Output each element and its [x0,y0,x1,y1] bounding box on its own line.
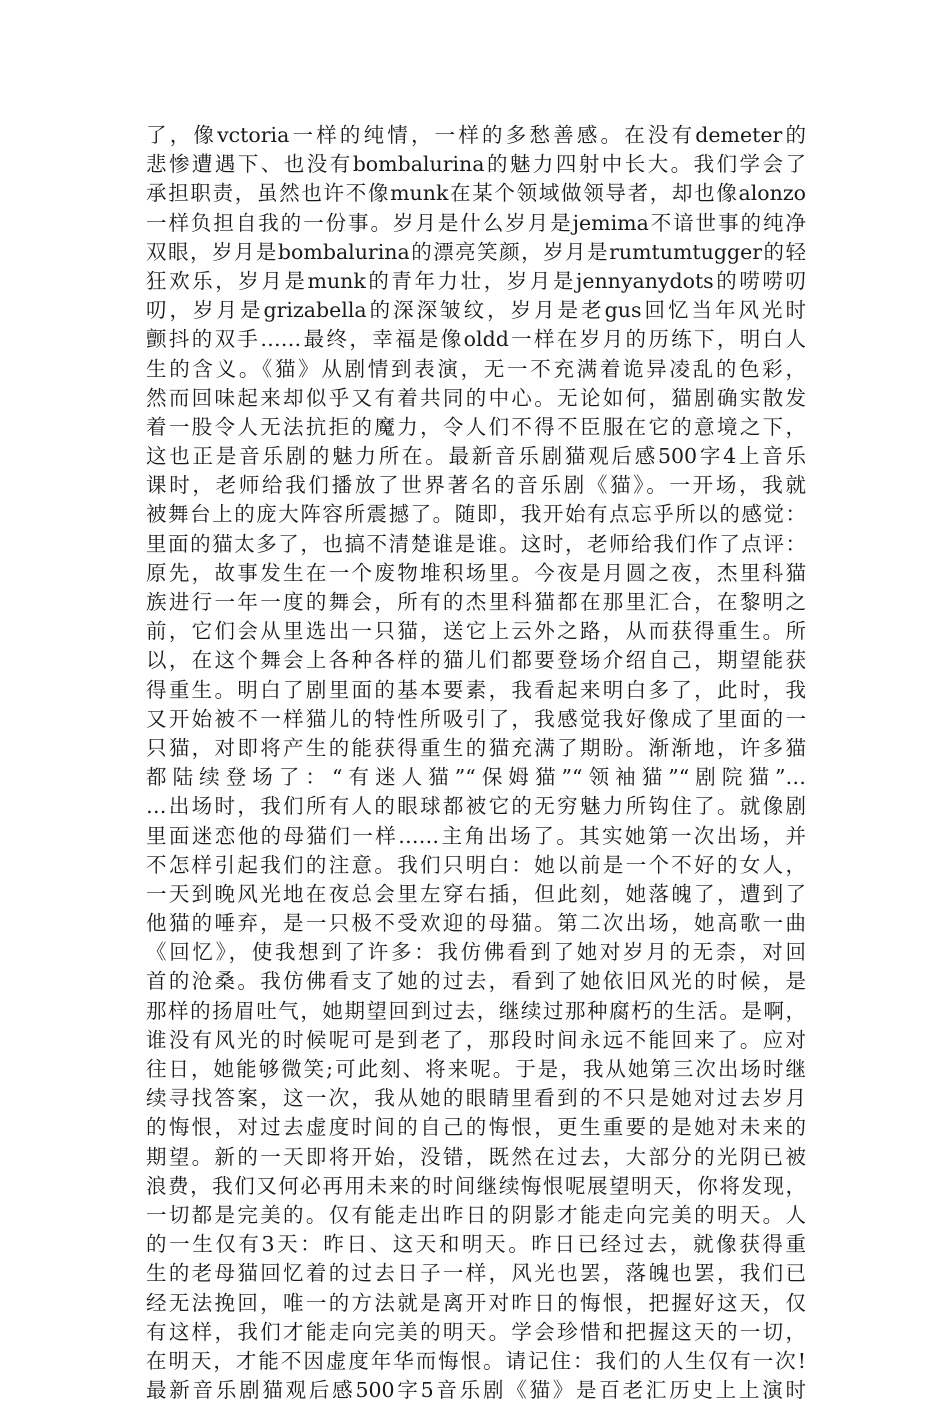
text-line: 谁没有风光的时候呢可是到老了，那段时间永远不能回来了。应对 [146,1027,806,1052]
text-line: 首的沧桑。我仿佛看支了她的过去，看到了她依旧风光的时候，是 [146,969,806,994]
text-line: 生的老母猫回忆着的过去日子一样，风光也罢，落魄也罢，我们已 [146,1261,806,1286]
text-line: 原先，故事发生在一个废物堆积场里。今夜是月圆之夜，杰里科猫 [146,560,806,585]
text-line: …出场时，我们所有人的眼球都被它的无穷魅力所钩住了。就像剧 [146,794,806,819]
text-line: 以，在这个舞会上各种各样的猫儿们都要登场介绍自己，期望能获 [146,648,806,673]
text-line: 课时，老师给我们播放了世界著名的音乐剧《猫》。一开场，我就 [146,473,806,498]
text-line: 然而回味起来却似乎又有着共同的中心。无论如何，猫剧确实散发 [146,385,806,410]
text-line: 那样的扬眉吐气，她期望回到过去，继续过那种腐朽的生活。是啊， [146,998,806,1023]
text-line: 一切都是完美的。仅有能走出昨日的阴影才能走向完美的明天。人 [146,1202,806,1227]
text-line: 一样负担自我的一份事。岁月是什么岁月是jemima不谙世事的纯净 [146,210,806,235]
text-line: 狂欢乐，岁月是munk的青年力壮，岁月是jennyanydots的唠唠叨 [146,268,806,293]
text-line: 得重生。明白了剧里面的基本要素，我看起来明白多了，此时，我 [146,677,806,702]
text-line: 只猫，对即将产生的能获得重生的猫充满了期盼。渐渐地，许多猫 [146,735,806,760]
text-line: 承担职责，虽然也许不像munk在某个领域做领导者，却也像alonzo [146,181,806,206]
text-line: 又开始被不一样猫儿的特性所吸引了，我感觉我好像成了里面的一 [146,706,806,731]
text-line: 悲惨遭遇下、也没有bombalurina的魅力四射中长大。我们学会了 [146,152,806,177]
text-line: 有这样，我们才能走向完美的明天。学会珍惜和把握这天的一切， [146,1319,806,1344]
text-line: 《回忆》，使我想到了许多：我仿佛看到了她对岁月的无柰，对回 [146,940,806,965]
text-line: 他猫的唾弃，是一只极不受欢迎的母猫。第二次出场，她高歌一曲 [146,911,806,936]
text-line: 浪费，我们又何必再用未来的时间继续悔恨呢展望明天，你将发现， [146,1173,806,1198]
text-line: 被舞台上的庞大阵容所震撼了。随即，我开始有点忘乎所以的感觉： [146,502,806,527]
text-line: 前，它们会从里选出一只猫，送它上云外之路，从而获得重生。所 [146,619,806,644]
text-line: 着一股令人无法抗拒的魔力，令人们不得不臣服在它的意境之下， [146,414,806,439]
text-line: 不怎样引起我们的注意。我们只明白：她以前是一个不好的女人， [146,852,806,877]
text-line: 颤抖的双手……最终，幸福是像oldd一样在岁月的历练下，明白人 [146,327,806,352]
text-line: 了，像vctoria一样的纯情，一样的多愁善感。在没有demeter的 [146,123,806,147]
text-line: 里面迷恋他的母猫们一样……主角出场了。其实她第一次出场，并 [146,823,806,848]
text-line: 里面的猫太多了，也搞不清楚谁是谁。这时，老师给我们作了点评： [146,531,806,556]
text-line: 最新音乐剧猫观后感500字5音乐剧《猫》是百老汇历史上上演时 [146,1378,806,1403]
text-line: 叨，岁月是grizabella的深深皱纹，岁月是老gus回忆当年风光时 [146,298,806,323]
text-line: 一天到晚风光地在夜总会里左穿右插，但此刻，她落魄了，遭到了 [146,881,806,906]
text-line: 续寻找答案，这一次，我从她的眼睛里看到的不只是她对过去岁月 [146,1086,806,1111]
text-line: 都陆续登场了：“有迷人猫”“保姆猫”“领袖猫”“剧院猫”… [146,765,806,790]
text-line: 这也正是音乐剧的魅力所在。最新音乐剧猫观后感500字4上音乐 [146,444,806,469]
text-line: 在明天，才能不因虚度年华而悔恨。请记住：我们的人生仅有一次! [146,1348,806,1373]
text-line: 的一生仅有3天：昨日、这天和明天。昨日已经过去，就像获得重 [146,1232,806,1257]
text-line: 生的含义。《猫》从剧情到表演，无一不充满着诡异凌乱的色彩， [146,356,806,381]
text-line: 期望。新的一天即将开始，没错，既然在过去，大部分的光阴已被 [146,1144,806,1169]
text-line: 双眼，岁月是bombalurina的漂亮笑颜，岁月是rumtumtugger的轻 [146,239,806,264]
text-line: 的悔恨，对过去虚度时间的自己的悔恨，更生重要的是她对未来的 [146,1115,806,1140]
text-line: 往日，她能够微笑;可此刻、将来呢。于是，我从她第三次出场时继 [146,1057,806,1081]
body-text [146,121,806,1405]
text-line: 族进行一年一度的舞会，所有的杰里科猫都在那里汇合，在黎明之 [146,590,806,614]
text-line: 经无法挽回，唯一的方法就是离开对昨日的悔恨，把握好这天，仅 [146,1290,806,1315]
